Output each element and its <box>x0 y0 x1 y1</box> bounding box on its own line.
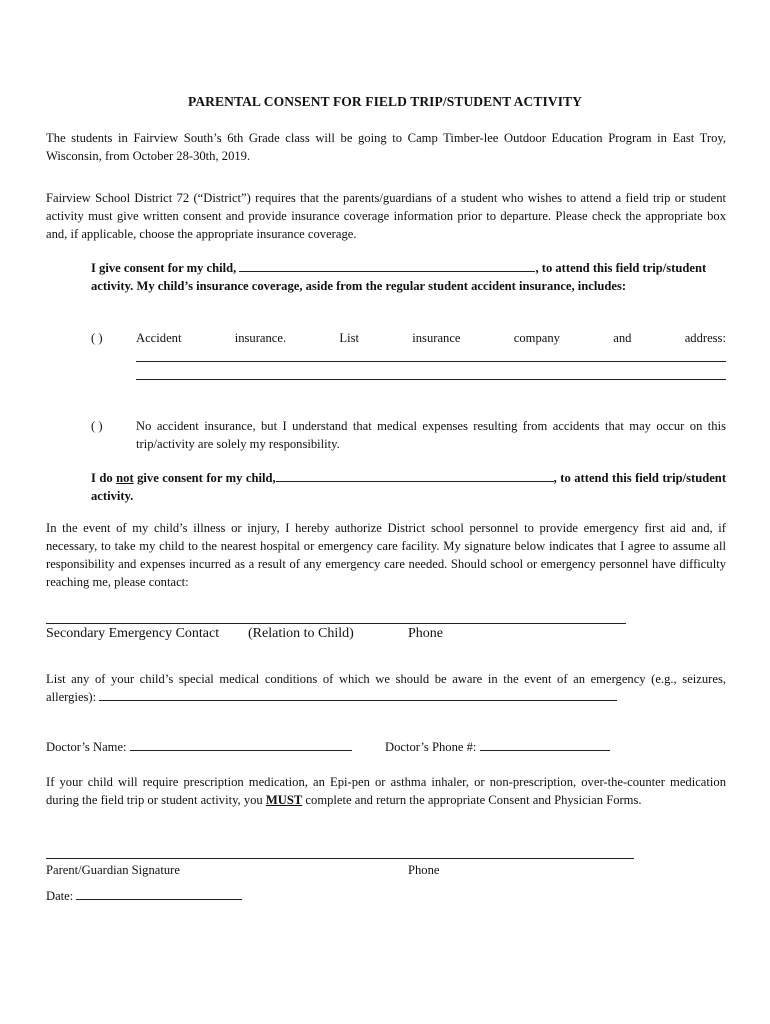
option1-word: insurance <box>412 331 461 345</box>
doctor-name-label: Doctor’s Name: <box>46 740 130 754</box>
consent-statement <box>91 259 726 295</box>
medication-must: MUST <box>265 793 303 807</box>
emergency-contact-line[interactable] <box>46 623 626 624</box>
doctor-name <box>46 738 352 756</box>
medical-conditions-field[interactable] <box>99 689 617 701</box>
option1-checkbox[interactable]: ( ) <box>91 331 103 345</box>
option1-word: company <box>513 331 560 345</box>
contact-phone-label: Phone <box>408 626 443 641</box>
secondary-contact-label: Secondary Emergency Contact <box>46 626 220 641</box>
no-consent-mid: give consent for my child, <box>133 471 276 485</box>
insurance-line-2[interactable] <box>136 379 726 380</box>
medication-before: If your child will require prescription medication, an Epi-pen or asthma inhaler, or non-prescription, over-the-counter medication during the field trip or student activity, you <box>46 775 726 807</box>
signature-label: Parent/Guardian Signature <box>46 863 180 877</box>
emergency-paragraph: In the event of my child’s illness or injury, I hereby authorize District school personnel to provide emergency first aid and, if necessary, to take my child to the nearest hospital or emergency care facility. My signature below indicates that I agree to assume all responsibility and expenses incurred as a result of any emergency care needed. Should school or emergency personnel have difficulty reaching me, please contact: <box>46 521 726 589</box>
option2-checkbox[interactable]: ( ) <box>91 419 103 433</box>
date-field[interactable] <box>76 888 242 900</box>
no-consent-not: not <box>116 471 134 485</box>
consent-suffix: , to attend this field trip/student activity. My child’s insurance coverage, aside from the regular student accident insurance, includes: <box>91 261 707 293</box>
child-name-field[interactable] <box>239 260 535 272</box>
requirement-paragraph: Fairview School District 72 (“District”) requires that the parents/guardians of a student who wishes to attend a field trip or student activity must give written consent and provide insurance coverage information prior to departure. Please check the appropriate box and, if applicable, choose the appropriate insurance coverage. <box>46 191 726 241</box>
signature-phone-label: Phone <box>408 863 440 877</box>
doctor-phone-label: Doctor’s Phone #: <box>385 740 480 754</box>
option1-word: Accident <box>136 331 182 345</box>
option1-word: insurance. <box>234 331 287 345</box>
intro-paragraph: The students in Fairview South’s 6th Grade class will be going to Camp Timber-lee Outdoor Education Program in East Troy, Wisconsin, from October 28-30th, 2019. <box>46 131 726 163</box>
insurance-line-1[interactable] <box>136 361 726 362</box>
doctor-name-field[interactable] <box>130 739 352 751</box>
medical-text: List any of your child’s special medical conditions of which we should be aware in the event of an emergency (e.g., seizures, allergies): <box>46 672 726 704</box>
signature-line[interactable] <box>46 858 634 859</box>
no-consent-child-name-field[interactable] <box>276 470 554 482</box>
consent-prefix: I give consent for my child, <box>91 261 240 275</box>
option1-word: List <box>339 331 359 345</box>
option1-label <box>136 329 726 347</box>
no-consent-statement <box>91 469 726 505</box>
option2-label: No accident insurance, but I understand that medical expenses resulting from accidents that may occur on this trip/activity are solely my responsibility. <box>136 419 726 451</box>
no-consent-suffix: , to attend this field trip/student activity. <box>91 471 727 503</box>
doctor-phone <box>385 738 610 756</box>
option1-word: and <box>613 331 632 345</box>
medical-conditions <box>46 670 726 706</box>
relation-label: (Relation to Child) <box>248 626 354 641</box>
doctor-phone-field[interactable] <box>480 739 610 751</box>
form-title: PARENTAL CONSENT FOR FIELD TRIP/STUDENT ACTIVITY <box>187 94 582 109</box>
date-row <box>46 887 242 905</box>
no-consent-prefix: I do <box>91 471 117 485</box>
option1-word: address: <box>684 331 726 345</box>
medication-after: complete and return the appropriate Consent and Physician Forms. <box>302 793 642 807</box>
date-label: Date: <box>46 889 77 903</box>
medication-paragraph <box>46 773 726 809</box>
